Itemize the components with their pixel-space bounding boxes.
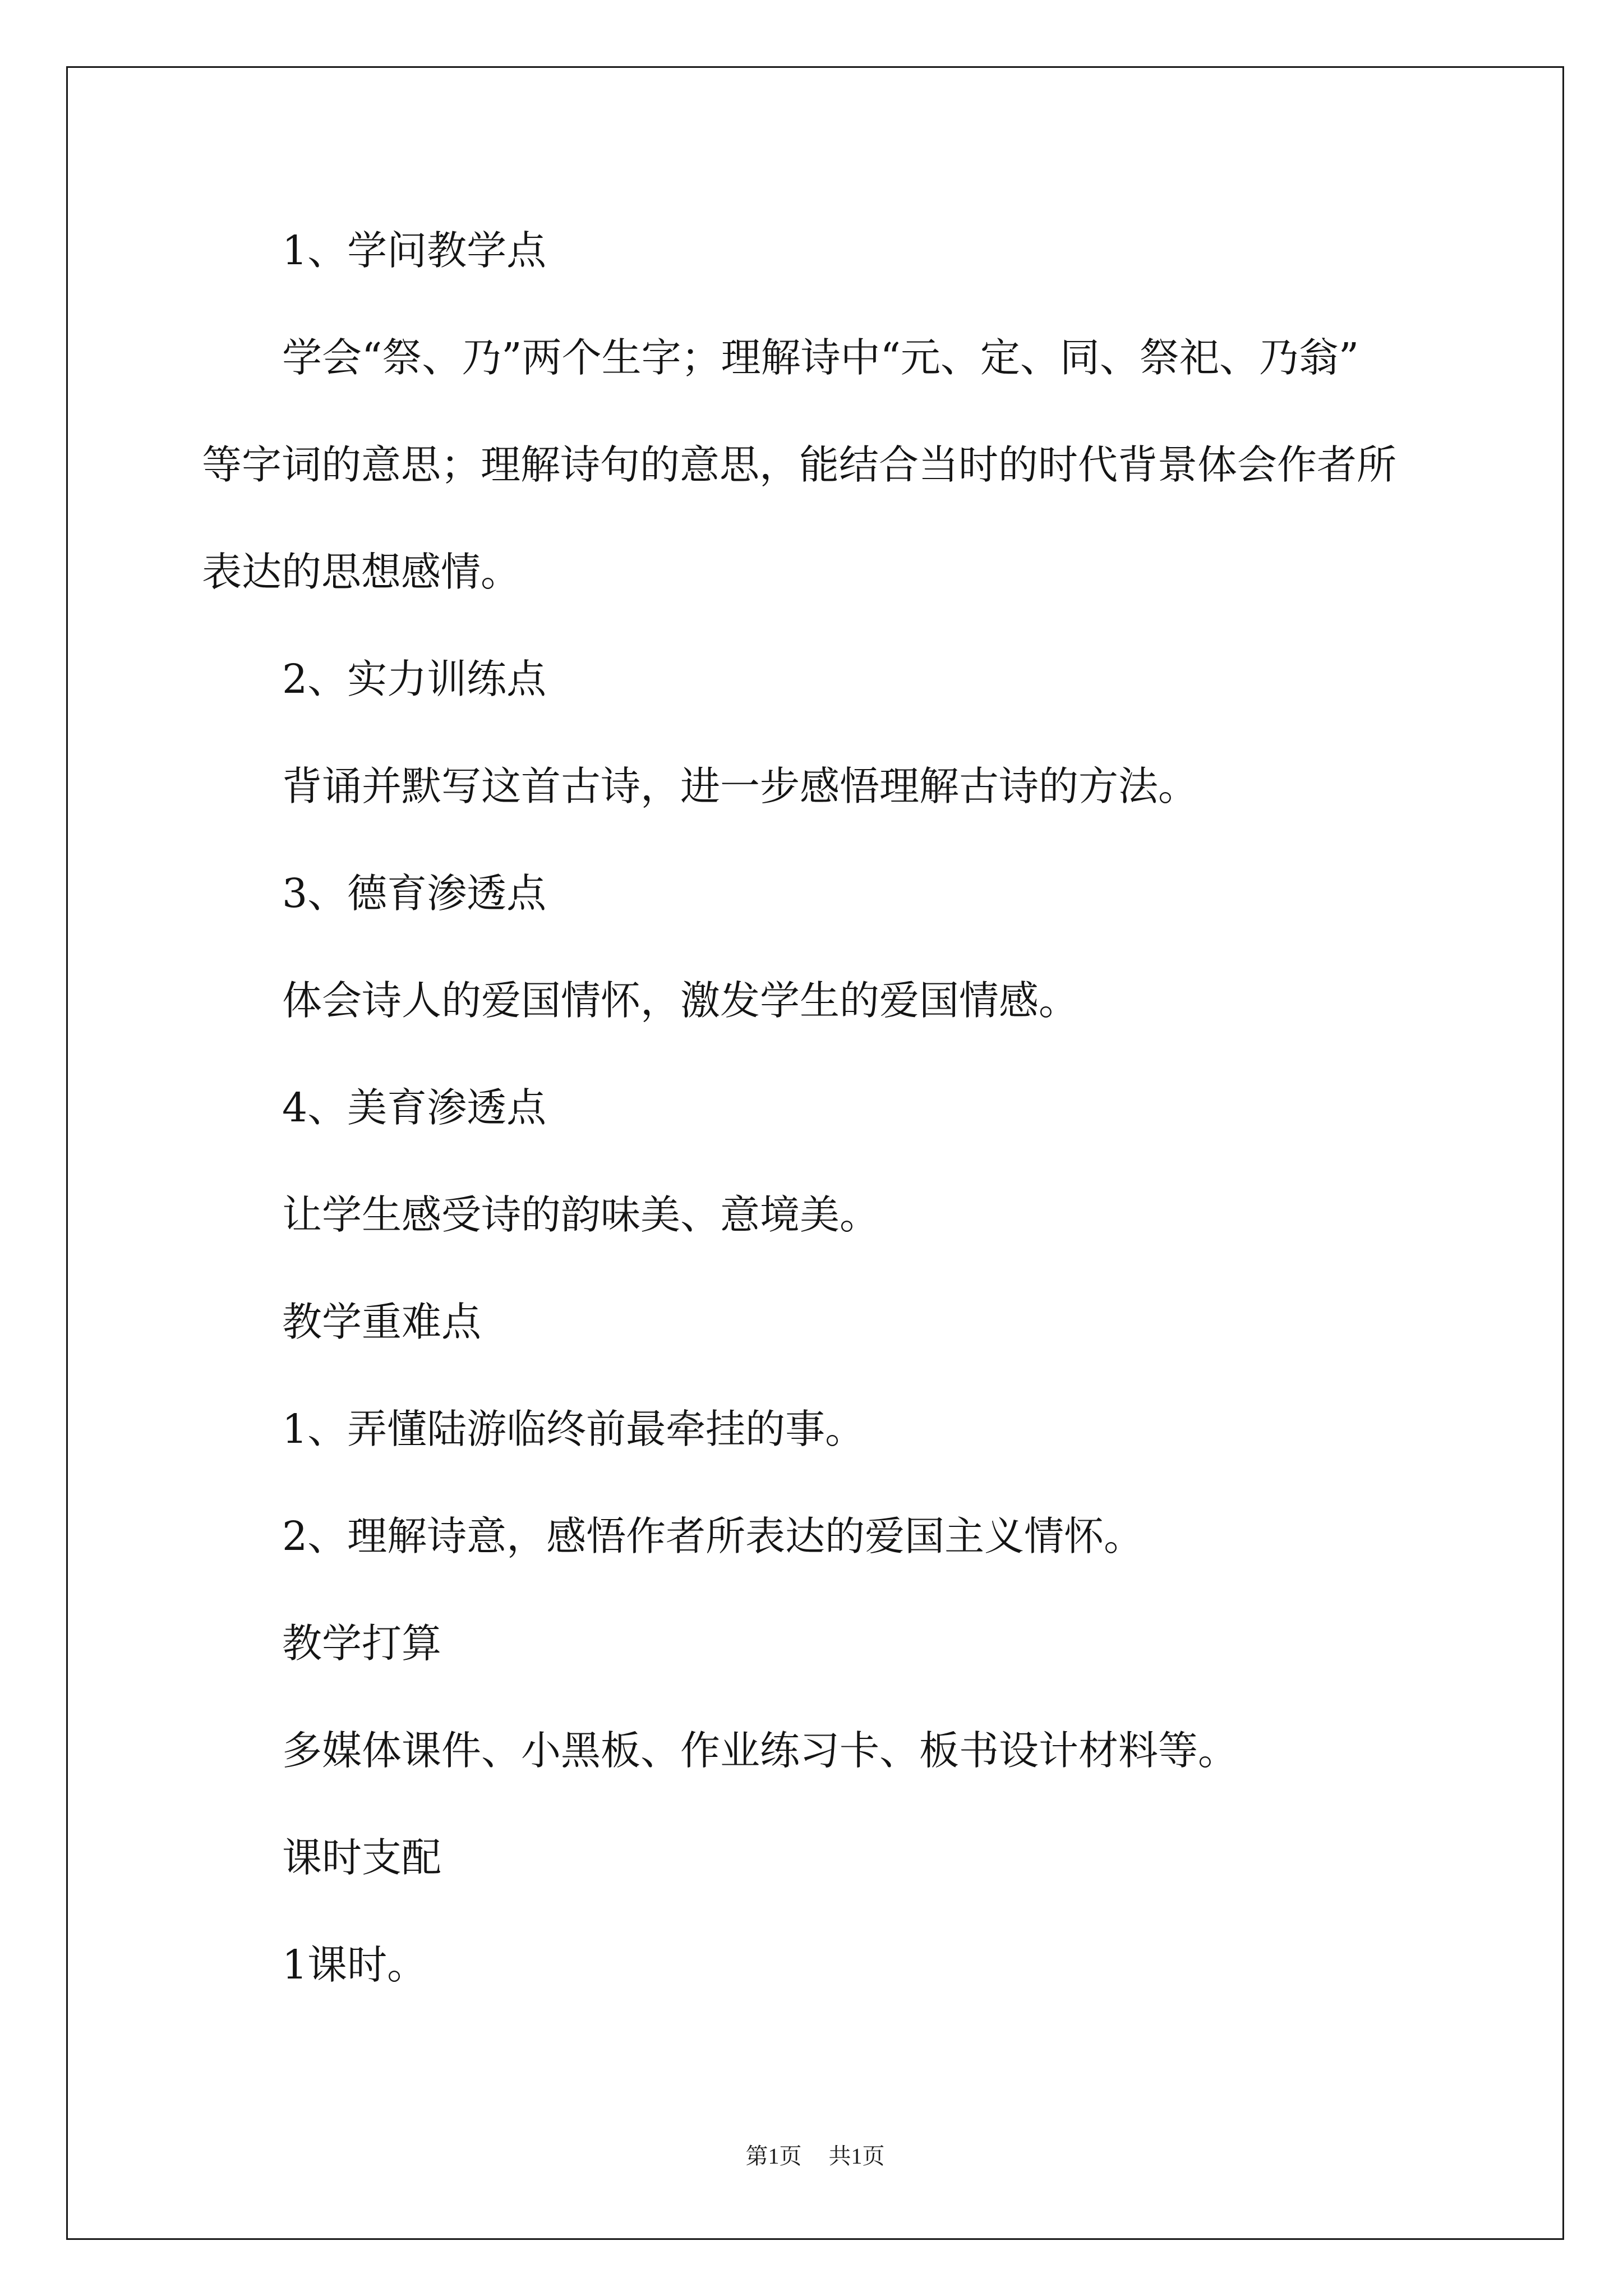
paragraph-line: 背诵并默写这首古诗，进一步感悟理解古诗的方法。 bbox=[282, 763, 1198, 809]
paragraph-line: 1、弄懂陆游临终前最牵挂的事。 bbox=[282, 1406, 865, 1452]
paragraph-aesthetic-goals bbox=[202, 1161, 1469, 1268]
paragraph-line: 多媒体课件、小黑板、作业练习卡、板书设计材料等。 bbox=[282, 1727, 1238, 1774]
paragraph-line: 体会诗人的爱国情怀，激发学生的爱国情感。 bbox=[282, 977, 1079, 1024]
heading-text: 1、学问教学点 bbox=[282, 227, 547, 274]
heading-text: 教学打算 bbox=[282, 1620, 442, 1667]
heading-class-hours bbox=[202, 1804, 1469, 1911]
total-pages-label: 共1页 bbox=[828, 2143, 885, 2169]
heading-ability-training bbox=[202, 625, 1469, 733]
paragraph-line: 1课时。 bbox=[282, 1941, 427, 1988]
heading-knowledge-points bbox=[202, 197, 1469, 304]
heading-aesthetic-education bbox=[202, 1054, 1469, 1161]
current-page-label: 第1页 bbox=[745, 2143, 802, 2169]
paragraph-preparation-materials bbox=[202, 1697, 1469, 1804]
heading-text: 4、美育渗透点 bbox=[282, 1084, 547, 1131]
paragraph-line: 2、理解诗意，感悟作者所表达的爱国主义情怀。 bbox=[282, 1513, 1144, 1559]
paragraph-line: 让学生感受诗的韵味美、意境美。 bbox=[282, 1191, 880, 1238]
paragraph-line: 学会“祭、乃”两个生字；理解诗中“元、定、同、祭祀、乃翁” bbox=[282, 334, 1359, 381]
heading-teaching-preparation bbox=[202, 1590, 1469, 1697]
heading-text: 3、德育渗透点 bbox=[282, 870, 547, 917]
list-item-difficulty-2 bbox=[202, 1483, 1469, 1590]
heading-text: 2、实力训练点 bbox=[282, 656, 547, 702]
heading-text: 课时支配 bbox=[282, 1834, 442, 1881]
heading-key-difficulties bbox=[202, 1268, 1469, 1375]
paragraph-line: 表达的思想感情。 bbox=[202, 549, 521, 595]
paragraph-knowledge-goals bbox=[202, 304, 1469, 625]
paragraph-line: 等字词的意思；理解诗句的意思，能结合当时的时代背景体会作者所 bbox=[202, 441, 1397, 488]
page-footer bbox=[66, 2141, 1564, 2172]
heading-text: 教学重难点 bbox=[282, 1299, 482, 1345]
heading-moral-education bbox=[202, 840, 1469, 947]
paragraph-ability-goals bbox=[202, 733, 1469, 840]
paragraph-class-hours bbox=[202, 1911, 1469, 2018]
document-body bbox=[202, 197, 1469, 2018]
paragraph-moral-goals bbox=[202, 947, 1469, 1054]
list-item-difficulty-1 bbox=[202, 1375, 1469, 1483]
